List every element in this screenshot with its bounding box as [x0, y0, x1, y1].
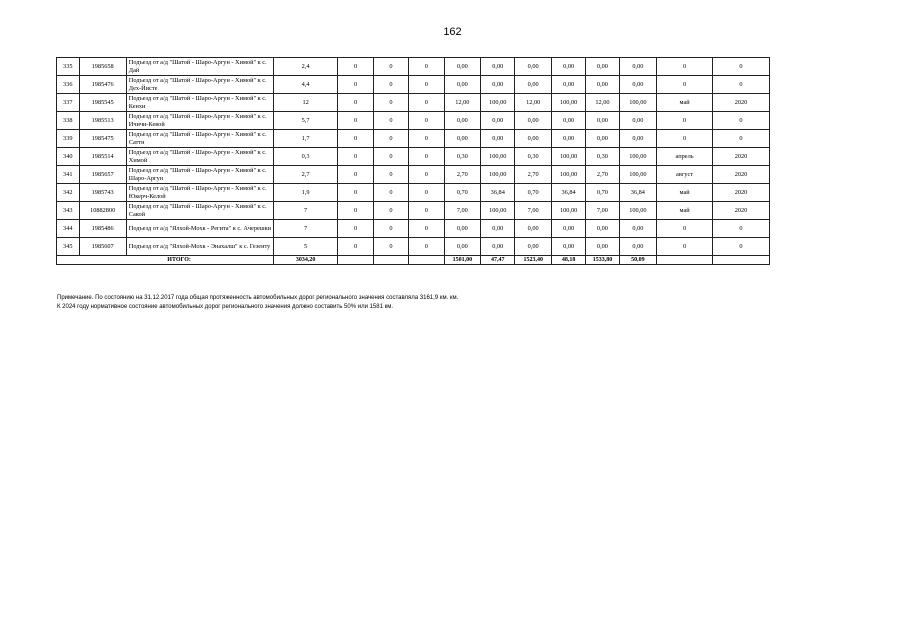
- value-d-pct-cell: 0,00: [619, 220, 657, 238]
- count-2-cell: 0: [373, 112, 408, 130]
- year-cell: 2020: [712, 202, 769, 220]
- road-name-cell: Подъезд от а/д "Ялхой-Мохк - Регита" к с. Ачерешки: [126, 220, 273, 238]
- count-3-cell: 0: [409, 112, 444, 130]
- value-b-pct-cell: 100,00: [551, 166, 585, 184]
- count-1-cell: 0: [338, 58, 373, 76]
- value-b-km-cell: 0,00: [515, 112, 552, 130]
- count-1-cell: 0: [338, 148, 373, 166]
- notes: [57, 294, 458, 311]
- value-a-pct-cell: 0,00: [481, 130, 515, 148]
- value-a-pct-cell: 0,00: [481, 76, 515, 94]
- count-1-cell: 0: [338, 130, 373, 148]
- row-number-cell: 339: [57, 130, 80, 148]
- month-cell: май: [657, 184, 713, 202]
- length-km-cell: 4,4: [273, 76, 337, 94]
- value-b-km-cell: 7,00: [515, 202, 552, 220]
- count-3-cell: 0: [409, 220, 444, 238]
- roads-table: [56, 57, 770, 265]
- count-3-cell: 0: [409, 166, 444, 184]
- length-km-cell: 5,7: [273, 112, 337, 130]
- row-number-cell: 344: [57, 220, 80, 238]
- total-a-pct: 47,47: [481, 256, 515, 265]
- page-number: 162: [443, 26, 462, 38]
- road-name-cell: Подъезд от а/д "Ялхой-Мохк - Энахалш" к с. Гезенту: [126, 238, 273, 256]
- month-cell: 0: [657, 130, 713, 148]
- count-3-cell: 0: [409, 184, 444, 202]
- value-b-km-cell: 0,00: [515, 238, 552, 256]
- year-cell: 2020: [712, 94, 769, 112]
- value-d-pct-cell: 0,00: [619, 112, 657, 130]
- length-km-cell: 5: [273, 238, 337, 256]
- row-number-cell: 336: [57, 76, 80, 94]
- length-km-cell: 12: [273, 94, 337, 112]
- table-row: [57, 130, 770, 148]
- road-name-cell: Подъезд от а/д "Шатой - Шаро-Аргун - Химой" к с. Сакой: [126, 202, 273, 220]
- count-1-cell: 0: [338, 166, 373, 184]
- total-length: 3034,20: [273, 256, 337, 265]
- length-km-cell: 2,4: [273, 58, 337, 76]
- value-d-pct-cell: 0,00: [619, 58, 657, 76]
- value-b-pct-cell: 0,00: [551, 112, 585, 130]
- row-number-cell: 342: [57, 184, 80, 202]
- value-b-km-cell: 0,30: [515, 148, 552, 166]
- length-km-cell: 1,7: [273, 130, 337, 148]
- value-a-km-cell: 0,00: [444, 76, 481, 94]
- value-d-pct-cell: 100,00: [619, 94, 657, 112]
- value-d-km-cell: 12,00: [586, 94, 619, 112]
- road-name-cell: Подъезд от а/д "Шатой - Шаро-Аргун - Химой" к с. Химой: [126, 148, 273, 166]
- value-b-pct-cell: 100,00: [551, 148, 585, 166]
- value-a-pct-cell: 0,00: [481, 112, 515, 130]
- value-a-pct-cell: 0,00: [481, 220, 515, 238]
- value-b-km-cell: 0,00: [515, 76, 552, 94]
- count-2-cell: 0: [373, 94, 408, 112]
- value-d-pct-cell: 100,00: [619, 202, 657, 220]
- value-d-km-cell: 7,00: [586, 202, 619, 220]
- value-d-km-cell: 2,70: [586, 166, 619, 184]
- row-number-cell: 337: [57, 94, 80, 112]
- year-cell: 0: [712, 76, 769, 94]
- road-code-cell: 1985658: [79, 58, 126, 76]
- month-cell: апрель: [657, 148, 713, 166]
- value-d-pct-cell: 0,00: [619, 76, 657, 94]
- value-d-km-cell: 0,00: [586, 130, 619, 148]
- road-name-cell: Подъезд от а/д "Шатой - Шаро-Аргун - Химой" к с. Дай: [126, 58, 273, 76]
- total-d-pct: 50,09: [619, 256, 657, 265]
- table-row: [57, 220, 770, 238]
- value-a-km-cell: 0,00: [444, 220, 481, 238]
- value-d-km-cell: 0,00: [586, 58, 619, 76]
- count-2-cell: 0: [373, 58, 408, 76]
- month-cell: 0: [657, 220, 713, 238]
- road-name-cell: Подъезд от а/д "Шатой - Шаро-Аргун - Химой" к с. Шаро-Аргун: [126, 166, 273, 184]
- length-km-cell: 0,3: [273, 148, 337, 166]
- value-a-km-cell: 0,00: [444, 112, 481, 130]
- table-row: [57, 166, 770, 184]
- length-km-cell: 7: [273, 220, 337, 238]
- total-d-km: 1533,80: [586, 256, 619, 265]
- month-cell: 0: [657, 76, 713, 94]
- year-cell: 2020: [712, 148, 769, 166]
- empty-cell: [409, 256, 444, 265]
- value-a-pct-cell: 0,00: [481, 238, 515, 256]
- length-km-cell: 1,9: [273, 184, 337, 202]
- value-d-km-cell: 0,00: [586, 238, 619, 256]
- value-d-km-cell: 0,70: [586, 184, 619, 202]
- value-d-km-cell: 0,00: [586, 76, 619, 94]
- road-code-cell: 1985513: [79, 112, 126, 130]
- value-b-pct-cell: 100,00: [551, 202, 585, 220]
- value-a-pct-cell: 0,00: [481, 58, 515, 76]
- table-row: [57, 148, 770, 166]
- year-cell: 0: [712, 238, 769, 256]
- year-cell: 2020: [712, 184, 769, 202]
- value-b-pct-cell: 0,00: [551, 130, 585, 148]
- road-name-cell: Подъезд от а/д "Шатой - Шаро-Аргун - Химой" к с. Саттн: [126, 130, 273, 148]
- value-b-km-cell: 0,00: [515, 130, 552, 148]
- value-b-km-cell: 12,00: [515, 94, 552, 112]
- road-code-cell: 1985545: [79, 94, 126, 112]
- row-number-cell: 341: [57, 166, 80, 184]
- value-a-pct-cell: 100,00: [481, 94, 515, 112]
- count-3-cell: 0: [409, 148, 444, 166]
- road-code-cell: 1985476: [79, 76, 126, 94]
- value-d-km-cell: 0,00: [586, 220, 619, 238]
- row-number-cell: 340: [57, 148, 80, 166]
- count-1-cell: 0: [338, 184, 373, 202]
- value-d-km-cell: 0,30: [586, 148, 619, 166]
- value-b-pct-cell: 0,00: [551, 220, 585, 238]
- value-b-pct-cell: 0,00: [551, 58, 585, 76]
- road-name-cell: Подъезд от а/д "Шатой - Шаро-Аргун - Химой" к с. Дех-Йисте: [126, 76, 273, 94]
- year-cell: 0: [712, 112, 769, 130]
- road-code-cell: 1985486: [79, 220, 126, 238]
- road-code-cell: 1985475: [79, 130, 126, 148]
- row-number-cell: 338: [57, 112, 80, 130]
- count-2-cell: 0: [373, 148, 408, 166]
- value-b-km-cell: 0,70: [515, 184, 552, 202]
- count-3-cell: 0: [409, 238, 444, 256]
- count-2-cell: 0: [373, 184, 408, 202]
- value-b-pct-cell: 100,00: [551, 94, 585, 112]
- value-a-km-cell: 0,00: [444, 130, 481, 148]
- row-number-cell: 335: [57, 58, 80, 76]
- value-a-pct-cell: 100,00: [481, 202, 515, 220]
- value-a-km-cell: 12,00: [444, 94, 481, 112]
- value-b-km-cell: 0,00: [515, 58, 552, 76]
- year-cell: 2020: [712, 166, 769, 184]
- value-d-km-cell: 0,00: [586, 112, 619, 130]
- table-row: [57, 112, 770, 130]
- road-code-cell: 1985607: [79, 238, 126, 256]
- value-a-km-cell: 2,70: [444, 166, 481, 184]
- note-line: Примечание. По состоянию на 31.12.2017 года общая протяженность автомобильных дорог регионального значения составляла 3161,9 км. км.: [57, 295, 459, 301]
- empty-cell: [712, 256, 769, 265]
- value-b-km-cell: 2,70: [515, 166, 552, 184]
- value-a-pct-cell: 100,00: [481, 166, 515, 184]
- count-2-cell: 0: [373, 130, 408, 148]
- count-2-cell: 0: [373, 76, 408, 94]
- road-name-cell: Подъезд от а/д "Шатой - Шаро-Аргун - Химой" к с. Юкерч-Келой: [126, 184, 273, 202]
- value-d-pct-cell: 100,00: [619, 148, 657, 166]
- empty-cell: [338, 256, 373, 265]
- road-name-cell: Подъезд от а/д "Шатой - Шаро-Аргун - Химой" к с. Ичичи-Кевой: [126, 112, 273, 130]
- row-number-cell: 343: [57, 202, 80, 220]
- table-row: [57, 94, 770, 112]
- month-cell: август: [657, 166, 713, 184]
- value-b-pct-cell: 36,84: [551, 184, 585, 202]
- count-1-cell: 0: [338, 220, 373, 238]
- count-3-cell: 0: [409, 130, 444, 148]
- value-a-km-cell: 0,30: [444, 148, 481, 166]
- road-code-cell: 1985743: [79, 184, 126, 202]
- count-1-cell: 0: [338, 94, 373, 112]
- count-2-cell: 0: [373, 220, 408, 238]
- count-1-cell: 0: [338, 202, 373, 220]
- empty-cell: [373, 256, 408, 265]
- year-cell: 0: [712, 130, 769, 148]
- count-1-cell: 0: [338, 76, 373, 94]
- value-d-pct-cell: 100,00: [619, 166, 657, 184]
- count-3-cell: 0: [409, 94, 444, 112]
- total-b-pct: 48,18: [551, 256, 585, 265]
- count-1-cell: 0: [338, 238, 373, 256]
- count-2-cell: 0: [373, 238, 408, 256]
- value-a-km-cell: 0,00: [444, 58, 481, 76]
- value-b-pct-cell: 0,00: [551, 76, 585, 94]
- total-a-km: 1501,00: [444, 256, 481, 265]
- value-b-km-cell: 0,00: [515, 220, 552, 238]
- value-a-km-cell: 0,00: [444, 238, 481, 256]
- total-row: [57, 256, 770, 265]
- table-row: [57, 76, 770, 94]
- month-cell: 0: [657, 58, 713, 76]
- value-d-pct-cell: 36,84: [619, 184, 657, 202]
- length-km-cell: 2,7: [273, 166, 337, 184]
- year-cell: 0: [712, 220, 769, 238]
- month-cell: май: [657, 202, 713, 220]
- count-3-cell: 0: [409, 76, 444, 94]
- month-cell: 0: [657, 112, 713, 130]
- row-number-cell: 345: [57, 238, 80, 256]
- note-line: К 2024 году нормативное состояние автомобильных дорог регионального значения должно составить 50% или 1581 км.: [57, 303, 394, 310]
- length-km-cell: 7: [273, 202, 337, 220]
- value-a-km-cell: 0,70: [444, 184, 481, 202]
- month-cell: май: [657, 94, 713, 112]
- road-code-cell: 1985657: [79, 166, 126, 184]
- road-code-cell: 10882800: [79, 202, 126, 220]
- count-1-cell: 0: [338, 112, 373, 130]
- year-cell: 0: [712, 58, 769, 76]
- table-row: [57, 238, 770, 256]
- table-row: [57, 58, 770, 76]
- value-a-km-cell: 7,00: [444, 202, 481, 220]
- count-2-cell: 0: [373, 166, 408, 184]
- table-row: [57, 184, 770, 202]
- table-row: [57, 202, 770, 220]
- month-cell: 0: [657, 238, 713, 256]
- total-label: ИТОГО:: [57, 256, 274, 265]
- total-b-km: 1523,40: [515, 256, 552, 265]
- value-a-pct-cell: 36,84: [481, 184, 515, 202]
- value-a-pct-cell: 100,00: [481, 148, 515, 166]
- count-3-cell: 0: [409, 58, 444, 76]
- value-b-pct-cell: 0,00: [551, 238, 585, 256]
- empty-cell: [657, 256, 713, 265]
- value-d-pct-cell: 0,00: [619, 130, 657, 148]
- count-3-cell: 0: [409, 202, 444, 220]
- value-d-pct-cell: 0,00: [619, 238, 657, 256]
- count-2-cell: 0: [373, 202, 408, 220]
- road-code-cell: 1985514: [79, 148, 126, 166]
- road-name-cell: Подъезд от а/д "Шатой - Шаро-Аргун - Химой" к с. Кенхи: [126, 94, 273, 112]
